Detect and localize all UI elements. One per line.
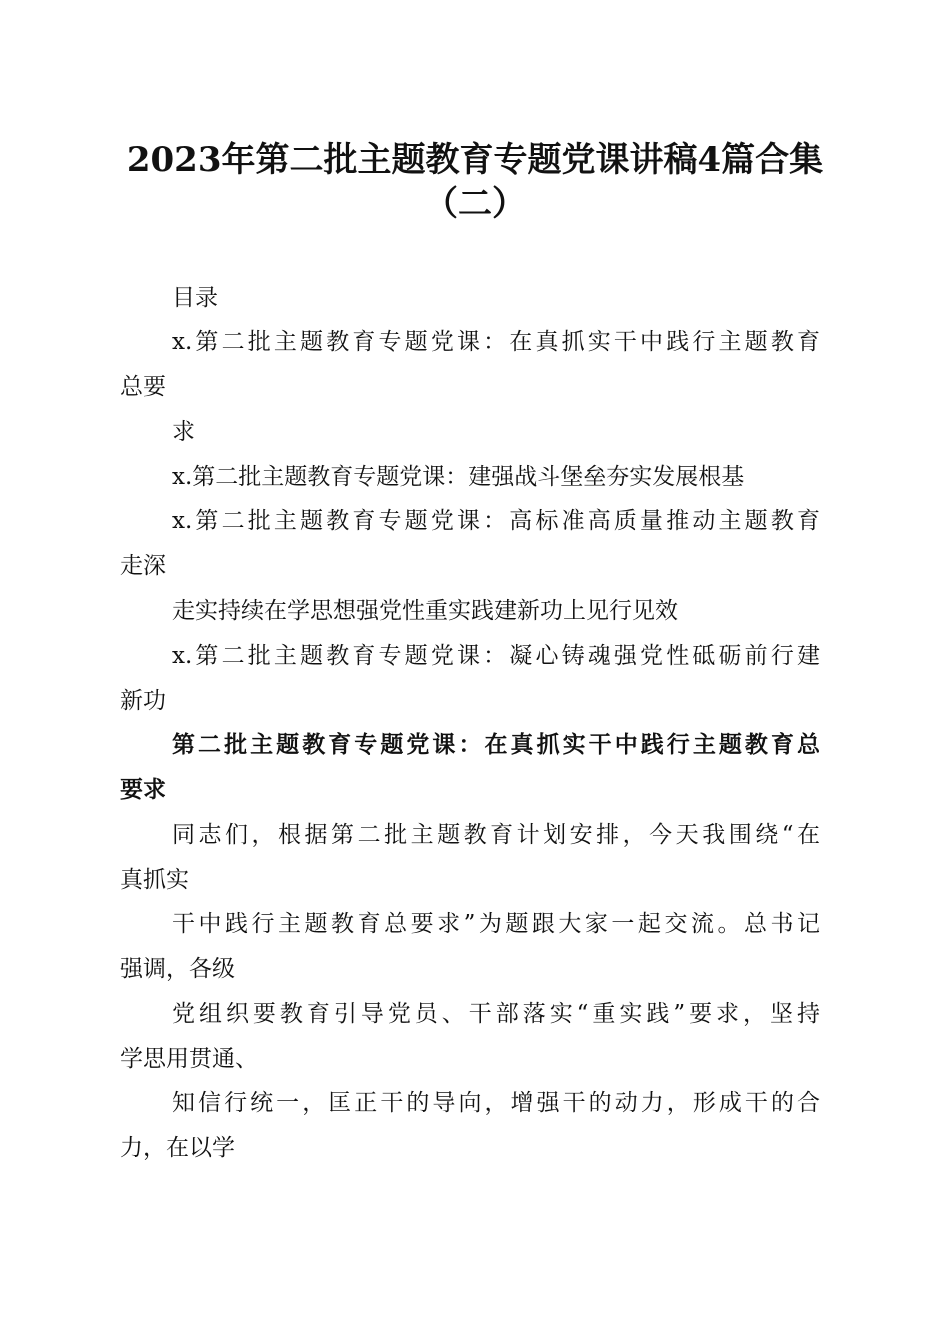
paragraph-4-line1: 知信行统一，匡正干的导向，增强干的动力，形成干的合 bbox=[172, 1090, 820, 1116]
paragraph-3-line1: 党组织要教育引导党员、干部落实“重实践”要求，坚持 bbox=[172, 1001, 820, 1027]
section-heading-line1: 第二批主题教育专题党课：在真抓实干中践行主题教育总 bbox=[172, 731, 820, 758]
toc-item-4-line2: 新功 bbox=[120, 688, 166, 714]
paragraph-1-line1: 同志们，根据第二批主题教育计划安排，今天我围绕“在 bbox=[172, 822, 820, 848]
toc-item-1-line2: 总要 bbox=[120, 374, 166, 400]
toc-item-3-line3: 走实持续在学思想强党性重实践建新功上见行见效 bbox=[172, 598, 678, 624]
paragraph-1-line2: 真抓实 bbox=[120, 867, 189, 893]
document-title-line2: （二） bbox=[424, 184, 526, 224]
paragraph-2-line2: 强调，各级 bbox=[120, 956, 235, 982]
toc-item-3-line1: x.第二批主题教育专题党课：高标准高质量推动主题教育 bbox=[172, 508, 820, 534]
toc-item-4-line1: x.第二批主题教育专题党课：凝心铸魂强党性砥砺前行建 bbox=[172, 643, 820, 669]
toc-item-3-line2: 走深 bbox=[120, 553, 166, 579]
section-heading-line2: 要求 bbox=[120, 776, 166, 803]
paragraph-2-line1: 干中践行主题教育总要求”为题跟大家一起交流。总书记 bbox=[172, 911, 820, 937]
paragraph-3-line2: 学思用贯通、 bbox=[120, 1046, 258, 1072]
toc-heading: 目录 bbox=[172, 285, 218, 311]
toc-item-1-line3: 求 bbox=[172, 419, 195, 445]
document-title-line1: 2023年第二批主题教育专题党课讲稿4篇合集 bbox=[126, 140, 824, 180]
toc-item-1-line1: x.第二批主题教育专题党课：在真抓实干中践行主题教育 bbox=[172, 329, 820, 355]
toc-item-2-line1: x.第二批主题教育专题党课：建强战斗堡垒夯实发展根基 bbox=[172, 464, 745, 490]
paragraph-4-line2: 力，在以学 bbox=[120, 1135, 235, 1161]
